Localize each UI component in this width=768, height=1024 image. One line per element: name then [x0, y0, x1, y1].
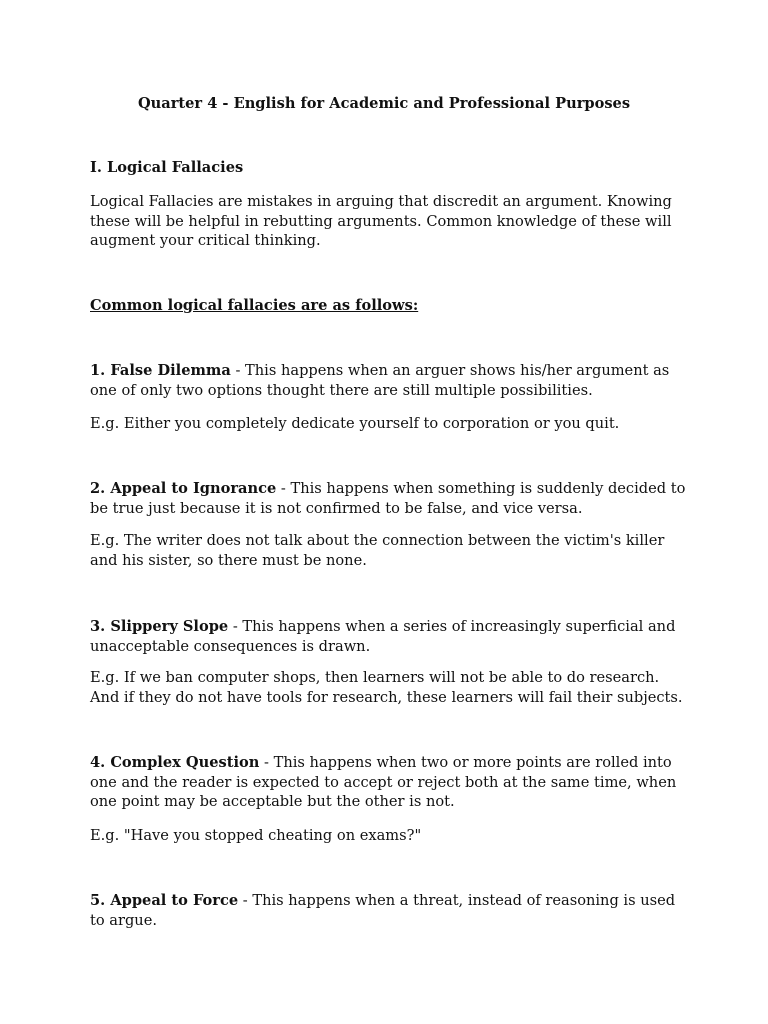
- fallacy-term: 2. Appeal to Ignorance: [90, 480, 277, 497]
- fallacy-term: 3. Slippery Slope: [90, 618, 229, 635]
- fallacy-definition-text: - This happens when two or more points are rolled into one and the reader is expected to accept or reject both at the same time, when one point may be acceptable but the other is not.: [90, 754, 677, 810]
- fallacy-definition: [90, 617, 690, 656]
- document-title: Quarter 4 - English for Academic and Professional Purposes: [137, 95, 631, 112]
- fallacy-term: 1. False Dilemma: [90, 362, 231, 379]
- fallacy-definition-text: - This happens when a series of increasingly superficial and unacceptable consequences is drawn.: [90, 618, 676, 655]
- fallacy-definition-text: - This happens when something is suddenly decided to be true just because it is not confirmed to be false, and vice versa.: [90, 480, 686, 517]
- fallacy-definition-text: - This happens when an arguer shows his/her argument as one of only two options thought there are still multiple possibilities.: [90, 362, 670, 399]
- fallacy-example: E.g. The writer does not talk about the connection between the victim's killer and his sister, so there must be none.: [90, 532, 665, 569]
- fallacy-term: 5. Appeal to Force: [90, 892, 239, 909]
- list-heading: Common logical fallacies are as follows:: [90, 297, 419, 314]
- section-heading: I. Logical Fallacies: [90, 159, 244, 176]
- fallacy-example: E.g. If we ban computer shops, then learners will not be able to do research. And if they do not have tools for research, these learners will fail their subjects.: [90, 669, 683, 706]
- fallacy-example: E.g. "Have you stopped cheating on exams?": [90, 827, 422, 844]
- fallacy-definition: [90, 479, 690, 518]
- intro-paragraph: Logical Fallacies are mistakes in arguing that discredit an argument. Knowing these will be helpful in rebutting arguments. Common knowledge of these will augment your critical thinking.: [90, 193, 672, 249]
- fallacy-definition-text: - This happens when a threat, instead of reasoning is used to argue.: [90, 892, 676, 929]
- fallacy-definition: [90, 753, 690, 812]
- fallacy-definition: [90, 361, 690, 400]
- fallacy-definition: [90, 891, 690, 930]
- fallacy-example: E.g. Either you completely dedicate yourself to corporation or you quit.: [90, 415, 620, 432]
- fallacy-term: 4. Complex Question: [90, 754, 260, 771]
